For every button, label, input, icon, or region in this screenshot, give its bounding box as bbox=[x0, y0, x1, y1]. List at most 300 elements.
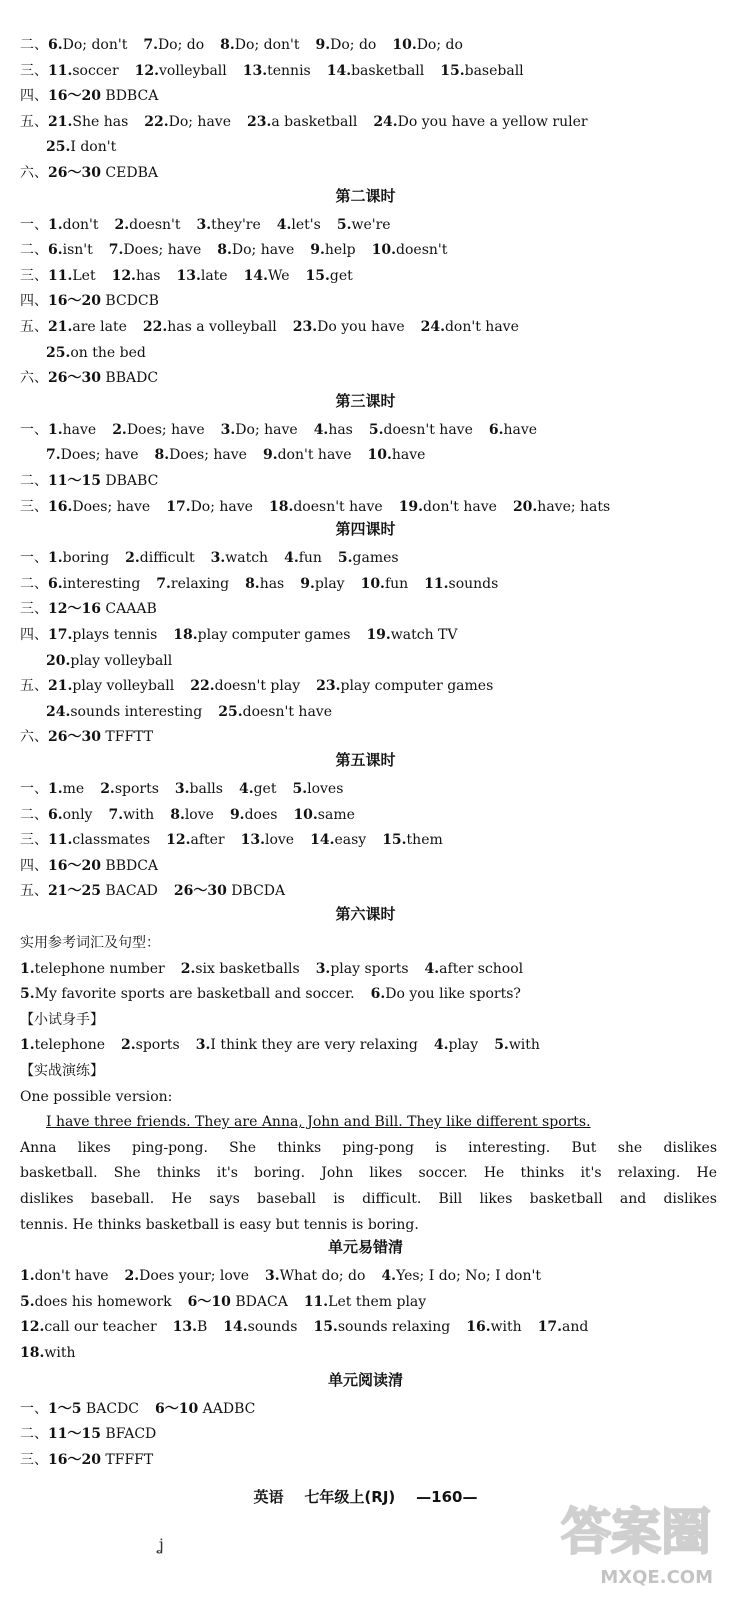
answer-number: 11. bbox=[303, 1293, 329, 1310]
answer-text: difficult bbox=[139, 550, 195, 567]
answer-number: 8. bbox=[220, 37, 235, 53]
answer-text: love bbox=[184, 806, 214, 823]
answer-text: Do; have bbox=[190, 498, 253, 515]
answer-item bbox=[48, 292, 159, 310]
answer-item bbox=[46, 446, 138, 464]
answer-number: 4. bbox=[276, 216, 292, 233]
question-group-label: 一、 bbox=[20, 1400, 48, 1417]
answer-item bbox=[293, 318, 405, 336]
answer-number: 9. bbox=[262, 447, 278, 464]
answer-number: 2. bbox=[114, 216, 130, 233]
answer-number: 12. bbox=[134, 62, 159, 79]
answer-item bbox=[20, 1293, 172, 1311]
answer-text: sounds relaxing bbox=[337, 1319, 451, 1336]
answer-text: basketball bbox=[351, 62, 425, 79]
answer-item bbox=[155, 1400, 255, 1418]
answer-text: doesn't play bbox=[214, 678, 301, 695]
answer-text: My favorite sports are basketball and soccer. bbox=[34, 986, 355, 1003]
answer-item bbox=[196, 1036, 418, 1054]
answer-number: 11～15 bbox=[48, 473, 101, 489]
answer-item bbox=[48, 831, 150, 849]
answer-number: 6. bbox=[488, 421, 504, 438]
answer-item bbox=[277, 216, 321, 234]
answer-item bbox=[20, 985, 355, 1003]
answer-item bbox=[48, 113, 128, 131]
essay-line: Anna likes ping-pong. She thinks ping-pong is interesting. But she dislikes bbox=[20, 1139, 717, 1156]
answer-text: Do you like sports? bbox=[385, 986, 521, 1003]
answer-number: 16～20 bbox=[48, 857, 101, 874]
answer-item bbox=[112, 267, 161, 285]
answer-number: 16. bbox=[466, 1319, 491, 1336]
answer-item bbox=[46, 344, 146, 362]
answer-number: 2. bbox=[121, 1037, 136, 1054]
answer-text: BBDCA bbox=[100, 857, 159, 874]
section-heading: 第三课时 bbox=[335, 391, 396, 410]
answer-number: 3. bbox=[174, 781, 190, 797]
answer-text: after school bbox=[439, 960, 524, 977]
answer-item bbox=[425, 960, 524, 978]
answer-item bbox=[220, 36, 299, 54]
answer-number: 21. bbox=[48, 319, 73, 335]
vocab-line bbox=[20, 960, 717, 978]
answer-item bbox=[265, 1267, 365, 1285]
question-group-label: 二、 bbox=[20, 806, 48, 823]
answer-text: watch TV bbox=[390, 627, 458, 643]
answer-item bbox=[20, 960, 165, 978]
answer-item bbox=[181, 960, 300, 978]
watermark bbox=[521, 1502, 721, 1594]
answer-number: 21. bbox=[48, 678, 73, 695]
answer-number: 2. bbox=[124, 1268, 140, 1285]
answer-line bbox=[20, 780, 717, 798]
answer-number: 9. bbox=[300, 575, 315, 592]
question-group-label: 三、 bbox=[20, 601, 48, 618]
answer-item bbox=[48, 1400, 139, 1418]
essay-first-line bbox=[46, 1113, 717, 1131]
answer-text: BCDCB bbox=[100, 293, 159, 310]
answer-number: 22. bbox=[142, 319, 168, 335]
answer-number: 3. bbox=[315, 960, 331, 977]
answer-text: does his homework bbox=[34, 1293, 172, 1310]
essay-line: basketball. She thinks it's boring. John likes soccer. He thinks it's relaxing. He bbox=[20, 1165, 717, 1182]
answer-number: 12. bbox=[166, 832, 191, 849]
answer-text: get bbox=[329, 267, 353, 284]
answer-item bbox=[489, 421, 537, 439]
answer-text: watch bbox=[225, 550, 269, 567]
answer-item bbox=[392, 36, 463, 54]
answer-number: 26～30 bbox=[173, 883, 227, 900]
question-group-label: 三、 bbox=[20, 267, 48, 284]
answer-text: doesn't bbox=[129, 216, 181, 233]
footer-grade: 七年级上(RJ) bbox=[304, 1488, 396, 1506]
answer-item bbox=[316, 677, 493, 695]
answer-number: 4. bbox=[433, 1037, 449, 1054]
answer-item bbox=[494, 1036, 540, 1054]
answer-text: me bbox=[62, 781, 85, 797]
answer-number: 1. bbox=[48, 421, 63, 438]
answer-text: soccer bbox=[72, 62, 119, 79]
answer-number: 3. bbox=[195, 1037, 211, 1054]
answer-text: has bbox=[259, 575, 285, 592]
answer-item bbox=[211, 549, 268, 567]
vocab-label: 实用参考词汇及句型： bbox=[20, 935, 160, 951]
answer-item bbox=[366, 626, 457, 644]
answer-text: TFFTT bbox=[100, 729, 154, 746]
answer-number: 16～20 bbox=[48, 88, 101, 105]
essay-first-sentence: I have three friends. They are Anna, John and Bill. They like different sports. bbox=[46, 1114, 591, 1131]
answer-item bbox=[372, 241, 448, 259]
essay-line: dislikes baseball. He says baseball is difficult. Bill likes basketball and dislikes bbox=[20, 1191, 717, 1207]
answer-item bbox=[173, 1318, 208, 1336]
answer-text: Does; have bbox=[123, 242, 202, 259]
answer-item bbox=[197, 216, 261, 234]
answer-item bbox=[371, 985, 521, 1003]
answer-item bbox=[538, 1318, 589, 1336]
answer-item bbox=[367, 446, 425, 464]
answer-text: boring bbox=[62, 550, 110, 567]
answer-line bbox=[20, 882, 717, 900]
answer-number: 8. bbox=[245, 575, 260, 592]
answer-item bbox=[434, 1036, 478, 1054]
reading-answer-line bbox=[20, 1400, 717, 1418]
answer-item bbox=[20, 1344, 75, 1362]
answer-number: 6. bbox=[48, 575, 63, 592]
answer-line bbox=[20, 857, 717, 875]
try-answers bbox=[20, 1036, 717, 1054]
watermark-logo: 答案圈 bbox=[561, 1503, 711, 1561]
answer-text: We bbox=[267, 267, 290, 284]
answer-line bbox=[46, 344, 717, 362]
answer-line bbox=[20, 421, 717, 439]
answer-number: 12. bbox=[20, 1319, 45, 1336]
answer-text: Do; have bbox=[168, 113, 231, 130]
answer-item bbox=[48, 882, 158, 900]
answer-text: Does your; love bbox=[139, 1268, 250, 1285]
answer-item bbox=[48, 626, 157, 644]
answer-text: loves bbox=[307, 781, 344, 797]
answer-number: 15. bbox=[440, 62, 465, 79]
answer-text: play computer games bbox=[340, 678, 494, 695]
answer-text: are late bbox=[72, 319, 127, 335]
answer-item bbox=[292, 780, 343, 798]
answer-item bbox=[337, 216, 391, 234]
answer-number: 18. bbox=[173, 627, 198, 643]
answer-line bbox=[20, 626, 717, 644]
answer-item bbox=[361, 575, 409, 593]
answer-text: balls bbox=[189, 781, 223, 797]
answer-item bbox=[166, 831, 225, 849]
answer-text: plays tennis bbox=[72, 627, 158, 643]
answer-number: 5. bbox=[494, 1037, 509, 1054]
answer-number: 9. bbox=[315, 37, 331, 53]
answer-item bbox=[247, 113, 357, 131]
answer-text: B bbox=[197, 1319, 208, 1336]
answer-number: 10. bbox=[392, 37, 417, 53]
question-group-label: 一、 bbox=[20, 216, 48, 233]
answer-number: 6. bbox=[370, 986, 386, 1003]
answer-item bbox=[466, 1318, 521, 1336]
error-answer-line bbox=[20, 1267, 717, 1285]
answer-number: 15. bbox=[305, 267, 330, 284]
answer-number: 12. bbox=[111, 267, 136, 284]
answer-number: 16. bbox=[48, 498, 73, 515]
answer-item bbox=[313, 1318, 450, 1336]
answer-number: 20. bbox=[46, 652, 71, 669]
answer-number: 7. bbox=[46, 447, 61, 464]
answer-number: 14. bbox=[223, 1319, 248, 1336]
answer-text: play bbox=[314, 575, 345, 592]
question-group-label: 五、 bbox=[20, 319, 48, 335]
answer-number: 26～30 bbox=[48, 729, 101, 746]
answer-item bbox=[190, 677, 300, 695]
answer-number: 21～25 bbox=[48, 883, 101, 900]
answer-text: baseball bbox=[464, 62, 524, 79]
essay-line: tennis. He thinks basketball is easy but tennis is boring. bbox=[20, 1216, 419, 1233]
question-group-label: 六、 bbox=[20, 370, 48, 387]
answer-line bbox=[20, 36, 717, 54]
answer-item bbox=[109, 241, 201, 259]
answer-item bbox=[48, 421, 96, 439]
answer-item bbox=[310, 831, 366, 849]
answer-text: six basketballs bbox=[195, 960, 300, 977]
answer-number: 10. bbox=[360, 575, 385, 592]
answer-text: they're bbox=[211, 216, 261, 233]
answer-text: Does; have bbox=[126, 421, 205, 438]
answer-number: 7. bbox=[143, 37, 158, 53]
answer-item bbox=[48, 216, 99, 234]
answer-text: BACAD bbox=[100, 883, 158, 900]
answer-text: don't bbox=[62, 216, 99, 233]
answer-number: 6. bbox=[48, 806, 63, 823]
answer-item bbox=[48, 575, 140, 593]
answer-text: doesn't have bbox=[383, 421, 473, 438]
answer-text: What do; do bbox=[279, 1268, 366, 1285]
answer-item bbox=[173, 626, 350, 644]
answer-text: after bbox=[190, 832, 225, 849]
answer-number: 3. bbox=[210, 550, 226, 567]
answer-number: 8. bbox=[154, 447, 170, 464]
answer-item bbox=[284, 549, 322, 567]
answer-number: 14. bbox=[243, 267, 268, 284]
answer-item bbox=[263, 446, 352, 464]
answer-text: we're bbox=[351, 216, 391, 233]
answer-text: CAAAB bbox=[100, 601, 157, 618]
answer-text: I don't bbox=[70, 139, 117, 156]
answer-number: 22. bbox=[190, 678, 215, 695]
answer-text: BDACA bbox=[230, 1293, 288, 1310]
answer-line bbox=[20, 472, 717, 490]
answer-item bbox=[144, 113, 231, 131]
answer-text: Do; have bbox=[231, 242, 295, 259]
answer-number: 1. bbox=[48, 550, 63, 567]
answer-number: 23. bbox=[292, 319, 318, 335]
answer-item bbox=[48, 164, 158, 182]
answer-text: BACDC bbox=[81, 1400, 139, 1417]
answer-text: let's bbox=[291, 216, 321, 233]
question-group-label: 六、 bbox=[20, 729, 48, 746]
answer-item bbox=[245, 575, 284, 593]
answer-item bbox=[166, 498, 253, 516]
answer-item bbox=[48, 62, 119, 80]
answer-text: have bbox=[62, 421, 97, 438]
answer-item bbox=[154, 446, 246, 464]
answer-text: Do; do bbox=[416, 37, 463, 53]
question-group-label: 一、 bbox=[20, 550, 48, 567]
answer-text: play volleyball bbox=[72, 678, 175, 695]
answer-text: has a volleyball bbox=[167, 319, 277, 335]
answer-item bbox=[314, 421, 353, 439]
answer-item bbox=[241, 831, 294, 849]
answer-text: only bbox=[62, 806, 93, 823]
answer-text: has bbox=[328, 421, 353, 438]
answer-item bbox=[316, 36, 377, 54]
answer-item bbox=[48, 369, 158, 387]
answer-item bbox=[48, 806, 92, 824]
answer-number: 18. bbox=[268, 498, 294, 515]
answer-number: 15. bbox=[313, 1319, 338, 1336]
answer-text: them bbox=[406, 832, 443, 849]
answer-text: doesn't have bbox=[242, 703, 332, 720]
reading-answer-line bbox=[20, 1451, 717, 1469]
answer-number: 9. bbox=[310, 242, 325, 259]
version-label: One possible version: bbox=[20, 1088, 173, 1105]
question-group-label: 二、 bbox=[20, 242, 48, 259]
answer-item bbox=[293, 806, 354, 824]
answer-text: play bbox=[448, 1037, 479, 1054]
answer-item bbox=[399, 498, 497, 516]
answer-number: 17. bbox=[537, 1319, 563, 1336]
answer-item bbox=[316, 960, 409, 978]
answer-text: with bbox=[44, 1345, 76, 1361]
answer-number: 11. bbox=[424, 575, 449, 592]
answer-number: 20. bbox=[512, 498, 538, 515]
answer-text: Do; don't bbox=[234, 37, 300, 53]
answer-number: 22. bbox=[144, 113, 169, 130]
answer-line bbox=[20, 369, 717, 387]
answer-number: 13. bbox=[240, 832, 265, 849]
answer-line bbox=[20, 267, 717, 285]
answer-item bbox=[373, 113, 587, 131]
answer-text: easy bbox=[334, 832, 367, 849]
answer-item bbox=[48, 472, 158, 490]
answer-item bbox=[310, 241, 355, 259]
answer-number: 9. bbox=[229, 806, 245, 823]
answer-line bbox=[46, 652, 717, 670]
answer-line bbox=[20, 292, 717, 310]
answer-item bbox=[48, 1425, 156, 1443]
answer-text: BDBCA bbox=[100, 88, 159, 105]
answer-text: DBCDA bbox=[226, 883, 286, 900]
answer-item bbox=[188, 1293, 288, 1311]
answer-text: don't have bbox=[277, 447, 352, 464]
answer-number: 19. bbox=[366, 627, 391, 643]
watermark-site: MXQE.COM bbox=[600, 1567, 713, 1588]
answer-number: 19. bbox=[398, 498, 424, 515]
answer-item bbox=[369, 421, 473, 439]
answer-number: 11. bbox=[48, 267, 73, 284]
answer-number: 4. bbox=[381, 1268, 397, 1285]
answer-item bbox=[100, 780, 159, 798]
answer-item bbox=[48, 600, 157, 618]
answer-item bbox=[46, 138, 116, 156]
answer-item bbox=[48, 549, 109, 567]
answer-number: 23. bbox=[247, 113, 272, 130]
answer-number: 16～20 bbox=[48, 1451, 101, 1468]
answer-number: 1. bbox=[20, 1037, 35, 1054]
answer-text: BFACD bbox=[100, 1426, 157, 1443]
try-label: 【小试身手】 bbox=[20, 1011, 104, 1028]
answer-text: TFFFT bbox=[100, 1451, 154, 1468]
answer-item bbox=[48, 780, 84, 798]
answer-text: sports bbox=[114, 781, 159, 797]
answer-text: with bbox=[123, 806, 155, 823]
answer-item bbox=[217, 241, 294, 259]
answer-text: love bbox=[264, 832, 295, 849]
answer-line bbox=[20, 113, 717, 131]
answer-item bbox=[20, 1267, 109, 1285]
answer-number: 7. bbox=[156, 575, 171, 592]
answer-number: 11. bbox=[48, 832, 73, 849]
answer-item bbox=[223, 1318, 297, 1336]
answer-text: Does; have bbox=[72, 498, 151, 515]
answer-item bbox=[239, 780, 277, 798]
answer-number: 4. bbox=[238, 781, 254, 797]
answer-text: fun bbox=[298, 550, 322, 567]
vocab-line bbox=[20, 985, 717, 1003]
answer-text: I think they are very relaxing bbox=[210, 1037, 418, 1054]
answer-number: 5. bbox=[20, 986, 35, 1003]
question-group-label: 三、 bbox=[20, 62, 48, 79]
answer-number: 23. bbox=[316, 678, 341, 695]
answer-number: 1～5 bbox=[48, 1400, 82, 1417]
answer-item bbox=[125, 1267, 250, 1285]
answer-number: 25. bbox=[46, 344, 71, 361]
answer-item bbox=[221, 421, 298, 439]
answer-item bbox=[112, 421, 204, 439]
answer-text: don't have bbox=[444, 319, 519, 335]
answer-item bbox=[115, 216, 181, 234]
answer-number: 7. bbox=[108, 806, 124, 823]
answer-item bbox=[135, 62, 227, 80]
answer-number: 17. bbox=[48, 627, 73, 643]
question-group-label: 五、 bbox=[20, 113, 48, 130]
answer-text: sounds bbox=[448, 575, 499, 592]
answer-number: 12～16 bbox=[48, 601, 101, 618]
answer-item bbox=[48, 267, 96, 285]
answer-text: call our teacher bbox=[44, 1319, 157, 1336]
reading-answer-line bbox=[20, 1425, 717, 1443]
footer-subject: 英语 bbox=[253, 1488, 284, 1506]
practice-label: 【实战演练】 bbox=[20, 1063, 104, 1079]
answer-number: 5. bbox=[368, 421, 384, 438]
answer-number: 4. bbox=[284, 550, 299, 567]
answer-text: late bbox=[200, 267, 228, 284]
answer-text: has bbox=[135, 267, 161, 284]
error-answer-line bbox=[20, 1344, 717, 1362]
answer-item bbox=[243, 62, 311, 80]
answer-line bbox=[20, 831, 717, 849]
answer-text: a basketball bbox=[271, 113, 358, 130]
answer-text: Let bbox=[72, 267, 96, 284]
answer-item bbox=[304, 1293, 426, 1311]
question-group-label: 二、 bbox=[20, 575, 48, 592]
answer-item bbox=[143, 318, 277, 336]
answer-number: 5. bbox=[20, 1293, 35, 1310]
answer-number: 11～15 bbox=[48, 1426, 101, 1443]
answer-text: Does; have bbox=[60, 447, 139, 464]
question-group-label: 三、 bbox=[20, 832, 48, 849]
answer-item bbox=[174, 882, 285, 900]
